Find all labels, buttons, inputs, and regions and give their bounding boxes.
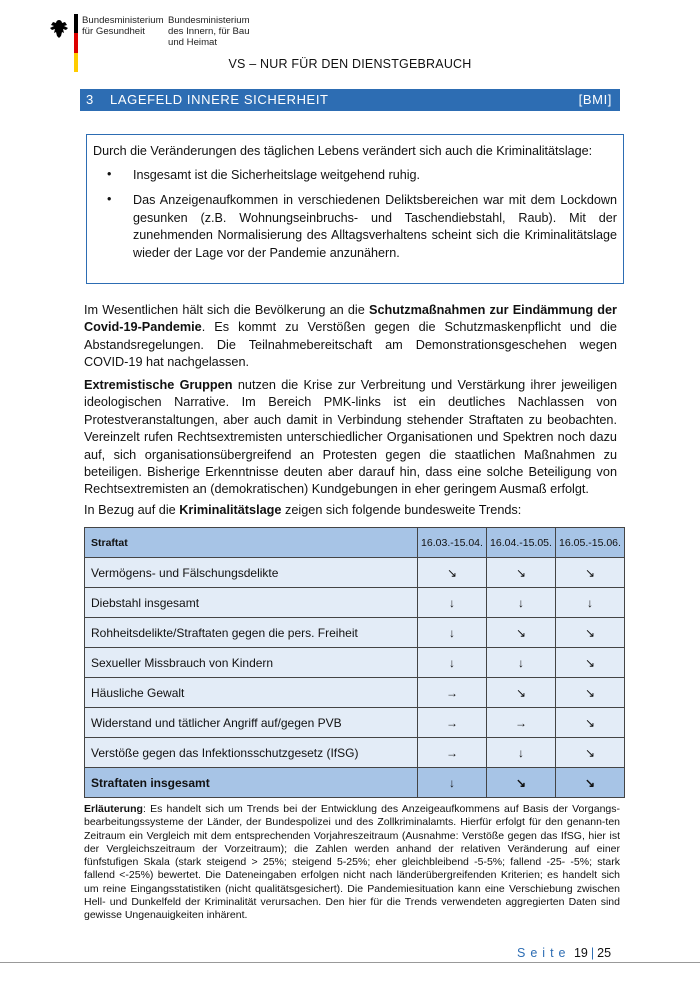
trend-arrow-icon: ↓ <box>418 618 487 648</box>
paragraph-compliance <box>84 302 617 372</box>
table-row <box>85 678 625 708</box>
para2-bold: Extremistische Gruppen <box>84 378 233 392</box>
flag-stripe-black <box>74 14 78 33</box>
ministry-health-line1: Bundesministerium <box>82 15 164 26</box>
trend-arrow-icon: ↘ <box>556 768 625 798</box>
ministry-interior-line3: und Heimat <box>168 37 218 48</box>
offense-label: Häusliche Gewalt <box>85 678 418 708</box>
trend-arrow-icon: → <box>487 708 556 738</box>
explanation-note <box>84 803 620 923</box>
summary-intro: Durch die Veränderungen des täglichen Lebens verändert sich auch die Kriminalitätslage: <box>93 144 593 158</box>
trend-arrow-icon: → <box>418 678 487 708</box>
table-row <box>85 558 625 588</box>
trend-arrow-icon: ↓ <box>487 588 556 618</box>
column-header-offense: Straftat <box>85 528 418 558</box>
trend-arrow-icon: ↓ <box>556 588 625 618</box>
ministry-interior-line1: Bundesministerium <box>168 15 250 26</box>
offense-label: Sexueller Missbrauch von Kindern <box>85 648 418 678</box>
offense-label: Rohheitsdelikte/Straftaten gegen die pers. Freiheit <box>85 618 418 648</box>
section-tag: [BMI] <box>578 92 612 107</box>
table-row <box>85 618 625 648</box>
table-total-row <box>85 768 625 798</box>
offense-label: Diebstahl insgesamt <box>85 588 418 618</box>
para1-text-a: Im Wesentlichen hält sich die Bevölkerung an die <box>84 303 369 317</box>
table-header-row <box>85 528 625 558</box>
ministry-health <box>82 15 164 37</box>
crime-trends-table <box>84 527 625 798</box>
trend-arrow-icon: ↘ <box>556 678 625 708</box>
bullet-icon: • <box>107 192 112 206</box>
summary-bullet-2: Das Anzeigenaufkommen in verschiedenen Deliktsbereichen war mit dem Lockdown gesunken (z.B. Wohnungseinbruchs- und Taschendiebstahl, Raub). Mit der zunehmenden Normalisierung des Alltagsverhaltens scheint sich die Kriminalitätslage wieder der Lage vor der Pandemie anzunähern. <box>133 193 617 260</box>
offense-label: Vermögens- und Fälschungsdelikte <box>85 558 418 588</box>
section-title: LAGEFELD INNERE SICHERHEIT <box>110 92 329 107</box>
explanation-label: Erläuterung <box>84 803 143 815</box>
trend-arrow-icon: ↘ <box>418 558 487 588</box>
classification-label: VS – NUR FÜR DEN DIENSTGEBRAUCH <box>228 57 472 71</box>
trend-arrow-icon: → <box>418 708 487 738</box>
ministry-interior-line2: des Innern, für Bau <box>168 26 250 37</box>
trend-arrow-icon: ↘ <box>556 648 625 678</box>
trend-arrow-icon: ↘ <box>556 708 625 738</box>
trend-arrow-icon: ↘ <box>556 558 625 588</box>
trend-arrow-icon: ↘ <box>487 618 556 648</box>
trend-arrow-icon: ↓ <box>418 768 487 798</box>
para2-text: nutzen die Krise zur Verbreitung und Verstärkung ihrer jeweiligen ideologischen Narrative. Im Bereich PMK-links ist ein deutliches Nachlassen von Protestveranstaltungen, aber auch damit in Verbindung stehender Straftaten zu beobachten. Vereinzelt rufen Rechtsextremisten unterschiedlicher Organisationen und Spektren noch dazu auf, sich organisationsübergreifend an Protesten gegen die staatlichen Maßnahmen zu beteiligen. Bisherige Erkenntnisse deuten aber darauf hin, dass eine solche Beteiligung von Rechtsextremisten an (demokratischen) Kundgebungen in eher geringem Ausmaß erfolgt. <box>84 378 617 497</box>
trend-arrow-icon: ↓ <box>418 648 487 678</box>
explanation-text: : Es handelt sich um Trends bei der Entwicklung des Anzeigeaufkommens auf Basis der Vorgangs-bearbeitungssysteme der Länder, der Bundespolizei und des Zollkriminalamts. Hierfür erfolgt für den genann-ten Zeitraum ein Vergleich mit dem entsprechenden Vorjahreszeitraum (Ausnahme: Verstöße gegen das IfSG, hier ist der Vergleichszeitraum der Vorzeitraum); die Zahlen werden anhand der relativen Veränderung auf einer fünfstufigen Skala (stark steigend > 25%; steigend 5-25%; eher gleichbleibend -5-5%; fallend -25- -5%; stark fallend <-25%) bewertet. Die Dateneingaben erfolgen nicht nach länderübergreifenden Kriterien; es handelt sich um reine Eingangsstatistiken (nicht qualitätsgesichert). Die Pandemiesituation kann eine Verschiebung zwischen Hell- und Dunkelfeld der Kriminalität verursachen. Den hier für die Trends verwendeten aggregierten Daten sind gewisse Ungenauigkeiten inhärent. <box>84 803 620 922</box>
trend-arrow-icon: ↘ <box>487 558 556 588</box>
table-row <box>85 708 625 738</box>
federal-eagle-icon <box>48 18 70 40</box>
para3-bold: Kriminalitätslage <box>179 503 282 517</box>
trend-arrow-icon: ↘ <box>556 738 625 768</box>
ministry-health-line2: für Gesundheit <box>82 26 145 37</box>
page-separator: | <box>590 946 595 960</box>
trend-arrow-icon: ↘ <box>556 618 625 648</box>
column-header-period-1: 16.03.-15.04. <box>418 528 487 558</box>
section-number: 3 <box>86 92 94 107</box>
column-header-period-3: 16.05.-15.06. <box>556 528 625 558</box>
column-header-period-2: 16.04.-15.05. <box>487 528 556 558</box>
page-header <box>0 0 700 80</box>
page-number <box>517 946 611 960</box>
flag-stripe-red <box>74 33 78 52</box>
para1-bold: Schutzmaßnahmen zur Eindämmung der Covid-19-Pandemie <box>84 303 617 335</box>
summary-bullet-1: Insgesamt ist die Sicherheitslage weitgehend ruhig. <box>133 168 421 182</box>
trend-arrow-icon: ↓ <box>418 588 487 618</box>
table-row <box>85 648 625 678</box>
footer-divider <box>0 962 700 963</box>
page-current: 19 <box>573 946 588 960</box>
page-total: 25 <box>597 946 612 960</box>
summary-box <box>86 134 624 284</box>
trend-arrow-icon: ↓ <box>487 648 556 678</box>
offense-label: Verstöße gegen das Infektionsschutzgesetz (IfSG) <box>85 738 418 768</box>
table-row <box>85 588 625 618</box>
bullet-icon: • <box>107 167 112 181</box>
table-row <box>85 738 625 768</box>
trend-arrow-icon: ↓ <box>487 738 556 768</box>
paragraph-trends-intro <box>84 502 617 519</box>
ministry-interior <box>168 15 250 48</box>
para3-text-c: zeigen sich folgende bundesweite Trends: <box>281 503 522 517</box>
para3-text-a: In Bezug auf die <box>84 503 180 517</box>
section-heading <box>80 89 620 111</box>
trend-arrow-icon: ↘ <box>487 678 556 708</box>
page-label: Seite <box>517 946 571 960</box>
total-label: Straftaten insgesamt <box>85 768 418 798</box>
trend-arrow-icon: ↘ <box>487 768 556 798</box>
offense-label: Widerstand und tätlicher Angriff auf/gegen PVB <box>85 708 418 738</box>
trend-arrow-icon: → <box>418 738 487 768</box>
paragraph-extremism <box>84 377 617 499</box>
para1-text-c: . Es kommt zu Verstößen gegen die Schutzmaskenpflicht und die Abstandsregelungen. Die Teilnahmebereitschaft am Demonstrationsgeschehen wegen COVID-19 hat nachgelassen. <box>84 320 617 370</box>
